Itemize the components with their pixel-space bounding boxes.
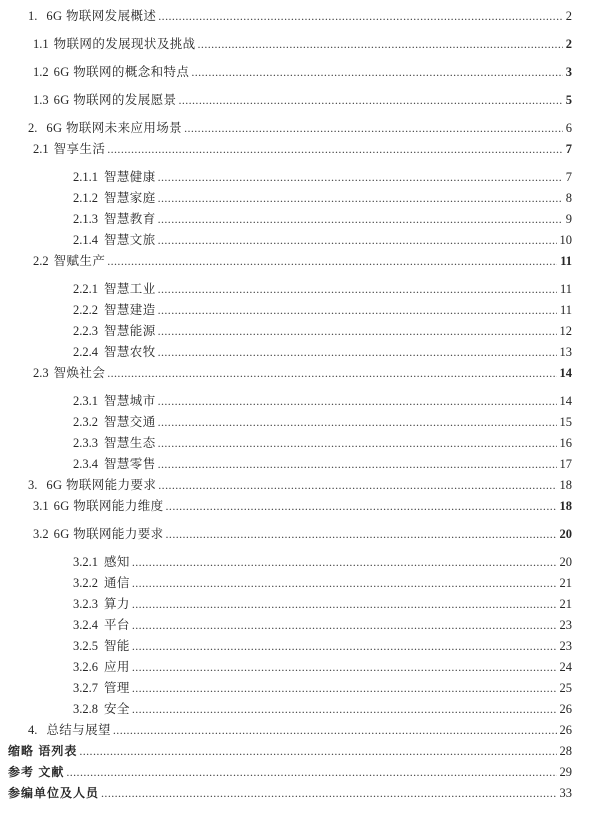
toc-entry-sec-3-1[interactable]: [33, 496, 572, 517]
entry-title: 6G 物联网的概念和特点: [53, 65, 190, 79]
dot-leader: [132, 615, 557, 636]
toc-entry-sec-3-2-5[interactable]: [73, 636, 572, 657]
entry-page-number: 6: [565, 121, 572, 135]
entry-title: 感知: [104, 555, 130, 569]
dot-leader: [158, 188, 563, 209]
entry-number: 2.3.1: [73, 394, 98, 408]
dot-leader: [158, 454, 557, 475]
dot-leader: [158, 279, 557, 300]
entry-title: 智慧能源: [104, 324, 156, 338]
entry-number: 2.1.3: [73, 212, 98, 226]
entry-title: 智慧建造: [104, 303, 156, 317]
entry-page-number: 3: [565, 65, 572, 79]
entry-number: 2.2.1: [73, 282, 98, 296]
entry-number: 2.3: [33, 366, 49, 380]
toc-entry-sec-2-3[interactable]: [33, 363, 572, 384]
entry-title: 智能: [104, 639, 130, 653]
entry-page-number: 7: [565, 170, 572, 184]
entry-number: 3.2.5: [73, 639, 98, 653]
entry-page-number: 23: [559, 618, 572, 632]
entry-page-number: 18: [559, 478, 572, 492]
entry-number: 3.2.1: [73, 555, 98, 569]
entry-number: 1.3: [33, 93, 49, 107]
entry-page-number: 23: [559, 639, 572, 653]
entry-title: 物联网的发展现状及挑战: [53, 37, 196, 51]
entry-number: 3.1: [33, 499, 49, 513]
dot-leader: [158, 342, 557, 363]
entry-title: 6G 物联网能力要求: [46, 478, 157, 492]
dot-leader: [158, 209, 563, 230]
entry-title: 智慧城市: [104, 394, 156, 408]
dot-leader: [79, 741, 556, 762]
toc-entry-sec-3[interactable]: [28, 475, 572, 496]
entry-page-number: 2: [565, 9, 572, 23]
entry-title: 智慧文旅: [104, 233, 156, 247]
dot-leader: [107, 363, 556, 384]
entry-page-number: 26: [559, 702, 572, 716]
toc-entry-sec-2-3-4[interactable]: [73, 454, 572, 475]
entry-number: 1.2: [33, 65, 49, 79]
entry-page-number: 2: [565, 37, 572, 51]
entry-title: 应用: [104, 660, 130, 674]
toc-entry-sec-2-1-4[interactable]: [73, 230, 572, 251]
entry-page-number: 20: [559, 555, 572, 569]
entry-page-number: 26: [559, 723, 572, 737]
toc-entry-sec-1[interactable]: [28, 6, 572, 27]
entry-number: 2.1.1: [73, 170, 98, 184]
dot-leader: [158, 475, 556, 496]
entry-number: 2.3.2: [73, 415, 98, 429]
entry-number: 2.3.4: [73, 457, 98, 471]
entry-number: 2.: [28, 121, 38, 135]
toc-entry-sec-2-1-3[interactable]: [73, 209, 572, 230]
entry-page-number: 24: [559, 660, 572, 674]
entry-page-number: 13: [559, 345, 572, 359]
entry-number: 3.2.4: [73, 618, 98, 632]
entry-page-number: 20: [559, 527, 572, 541]
entry-title: 智赋生产: [53, 254, 106, 268]
entry-title: 缩略 语列表: [8, 744, 78, 758]
entry-title: 管理: [104, 681, 130, 695]
dot-leader: [132, 594, 557, 615]
dot-leader: [107, 139, 563, 160]
entry-page-number: 29: [559, 765, 572, 779]
entry-title: 参考 文献: [8, 765, 65, 779]
entry-number: 3.2.6: [73, 660, 98, 674]
entry-number: 2.1: [33, 142, 49, 156]
toc-entry-sec-3-2-8[interactable]: [73, 699, 572, 720]
dot-leader: [132, 699, 557, 720]
toc-entry-sec-3-2-6[interactable]: [73, 657, 572, 678]
entry-title: 通信: [104, 576, 130, 590]
toc-entry-sec-2[interactable]: [28, 118, 572, 139]
toc-entry-abbreviations[interactable]: [8, 741, 572, 762]
entry-title: 智享生活: [53, 142, 106, 156]
dot-leader: [158, 391, 557, 412]
toc-entry-sec-3-2-1[interactable]: [73, 552, 572, 573]
entry-number: 3.: [28, 478, 38, 492]
toc-entry-sec-2-2-1[interactable]: [73, 279, 572, 300]
toc-entry-sec-2-1-1[interactable]: [73, 167, 572, 188]
entry-number: 3.2.2: [73, 576, 98, 590]
entry-number: 3.2.8: [73, 702, 98, 716]
entry-title: 智慧工业: [104, 282, 156, 296]
entry-number: 2.2.3: [73, 324, 98, 338]
toc-entry-sec-2-3-3[interactable]: [73, 433, 572, 454]
entry-title: 智慧教育: [104, 212, 156, 226]
entry-title: 6G 物联网能力维度: [53, 499, 164, 513]
entry-page-number: 14: [559, 394, 572, 408]
entry-number: 2.2.4: [73, 345, 98, 359]
dot-leader: [132, 552, 557, 573]
toc-entry-sec-2-2-4[interactable]: [73, 342, 572, 363]
toc-entry-sec-3-2-7[interactable]: [73, 678, 572, 699]
entry-page-number: 8: [565, 191, 572, 205]
dot-leader: [198, 34, 563, 55]
toc-entry-sec-4[interactable]: [28, 720, 572, 741]
dot-leader: [166, 524, 557, 545]
dot-leader: [178, 90, 562, 111]
dot-leader: [113, 720, 557, 741]
toc-entry-sec-2-2-2[interactable]: [73, 300, 572, 321]
toc-entry-sec-1-2[interactable]: [33, 62, 572, 83]
entry-page-number: 28: [559, 744, 572, 758]
entry-page-number: 12: [559, 324, 572, 338]
entry-title: 安全: [104, 702, 130, 716]
toc-entry-sec-2-3-2[interactable]: [73, 412, 572, 433]
toc-entry-sec-3-2-3[interactable]: [73, 594, 572, 615]
toc-entry-sec-1-1[interactable]: [33, 34, 572, 55]
entry-title: 算力: [104, 597, 130, 611]
entry-number: 2.3.3: [73, 436, 98, 450]
dot-leader: [132, 636, 557, 657]
entry-page-number: 18: [559, 499, 572, 513]
entry-title: 6G 物联网的发展愿景: [53, 93, 177, 107]
toc-entry-sec-3-2-4[interactable]: [73, 615, 572, 636]
toc-entry-sec-3-2-2[interactable]: [73, 573, 572, 594]
dot-leader: [66, 762, 556, 783]
dot-leader: [158, 433, 557, 454]
entry-page-number: 9: [565, 212, 572, 226]
entry-title: 6G 物联网能力要求: [53, 527, 164, 541]
entry-page-number: 16: [559, 436, 572, 450]
dot-leader: [132, 573, 557, 594]
toc-entry-sec-2-1[interactable]: [33, 139, 572, 160]
dot-leader: [158, 6, 562, 27]
entry-page-number: 33: [559, 786, 572, 800]
entry-number: 2.2: [33, 254, 49, 268]
toc-entry-sec-3-2[interactable]: [33, 524, 572, 545]
entry-number: 2.1.2: [73, 191, 98, 205]
dot-leader: [132, 657, 557, 678]
entry-page-number: 11: [559, 282, 572, 296]
entry-number: 3.2.3: [73, 597, 98, 611]
entry-page-number: 25: [559, 681, 572, 695]
dot-leader: [184, 118, 563, 139]
entry-title: 智慧健康: [104, 170, 156, 184]
dot-leader: [158, 230, 557, 251]
entry-number: 4.: [28, 723, 38, 737]
toc-entry-sec-2-1-2[interactable]: [73, 188, 572, 209]
entry-page-number: 14: [559, 366, 572, 380]
dot-leader: [158, 300, 557, 321]
entry-page-number: 17: [559, 457, 572, 471]
entry-title: 参编单位及人员: [8, 786, 100, 800]
dot-leader: [158, 412, 557, 433]
entry-page-number: 5: [565, 93, 572, 107]
entry-number: 2.2.2: [73, 303, 98, 317]
entry-page-number: 7: [565, 142, 572, 156]
entry-number: 3.2.7: [73, 681, 98, 695]
entry-title: 智焕社会: [53, 366, 106, 380]
entry-page-number: 11: [560, 254, 572, 268]
entry-title: 总结与展望: [46, 723, 111, 737]
dot-leader: [166, 496, 557, 517]
entry-number: 1.: [28, 9, 38, 23]
toc-entry-sec-2-3-1[interactable]: [73, 391, 572, 412]
dot-leader: [132, 678, 557, 699]
entry-title: 智慧生态: [104, 436, 156, 450]
entry-title: 智慧农牧: [104, 345, 156, 359]
entry-title: 6G 物联网发展概述: [46, 9, 157, 23]
entry-page-number: 10: [559, 233, 572, 247]
entry-page-number: 21: [559, 597, 572, 611]
dot-leader: [191, 62, 562, 83]
entry-page-number: 11: [559, 303, 572, 317]
toc-entry-sec-2-2[interactable]: [33, 251, 572, 272]
entry-title: 6G 物联网未来应用场景: [46, 121, 183, 135]
entry-page-number: 21: [559, 576, 572, 590]
dot-leader: [101, 783, 556, 804]
entry-number: 3.2: [33, 527, 49, 541]
entry-title: 智慧家庭: [104, 191, 156, 205]
toc-entry-sec-2-2-3[interactable]: [73, 321, 572, 342]
entry-page-number: 15: [559, 415, 572, 429]
entry-number: 1.1: [33, 37, 49, 51]
dot-leader: [158, 167, 563, 188]
entry-title: 智慧零售: [104, 457, 156, 471]
toc-entry-references[interactable]: [8, 762, 572, 783]
toc-entry-sec-1-3[interactable]: [33, 90, 572, 111]
dot-leader: [158, 321, 557, 342]
entry-title: 智慧交通: [104, 415, 156, 429]
entry-title: 平台: [104, 618, 130, 632]
toc-entry-contributors[interactable]: [8, 783, 572, 804]
entry-number: 2.1.4: [73, 233, 98, 247]
dot-leader: [107, 251, 557, 272]
